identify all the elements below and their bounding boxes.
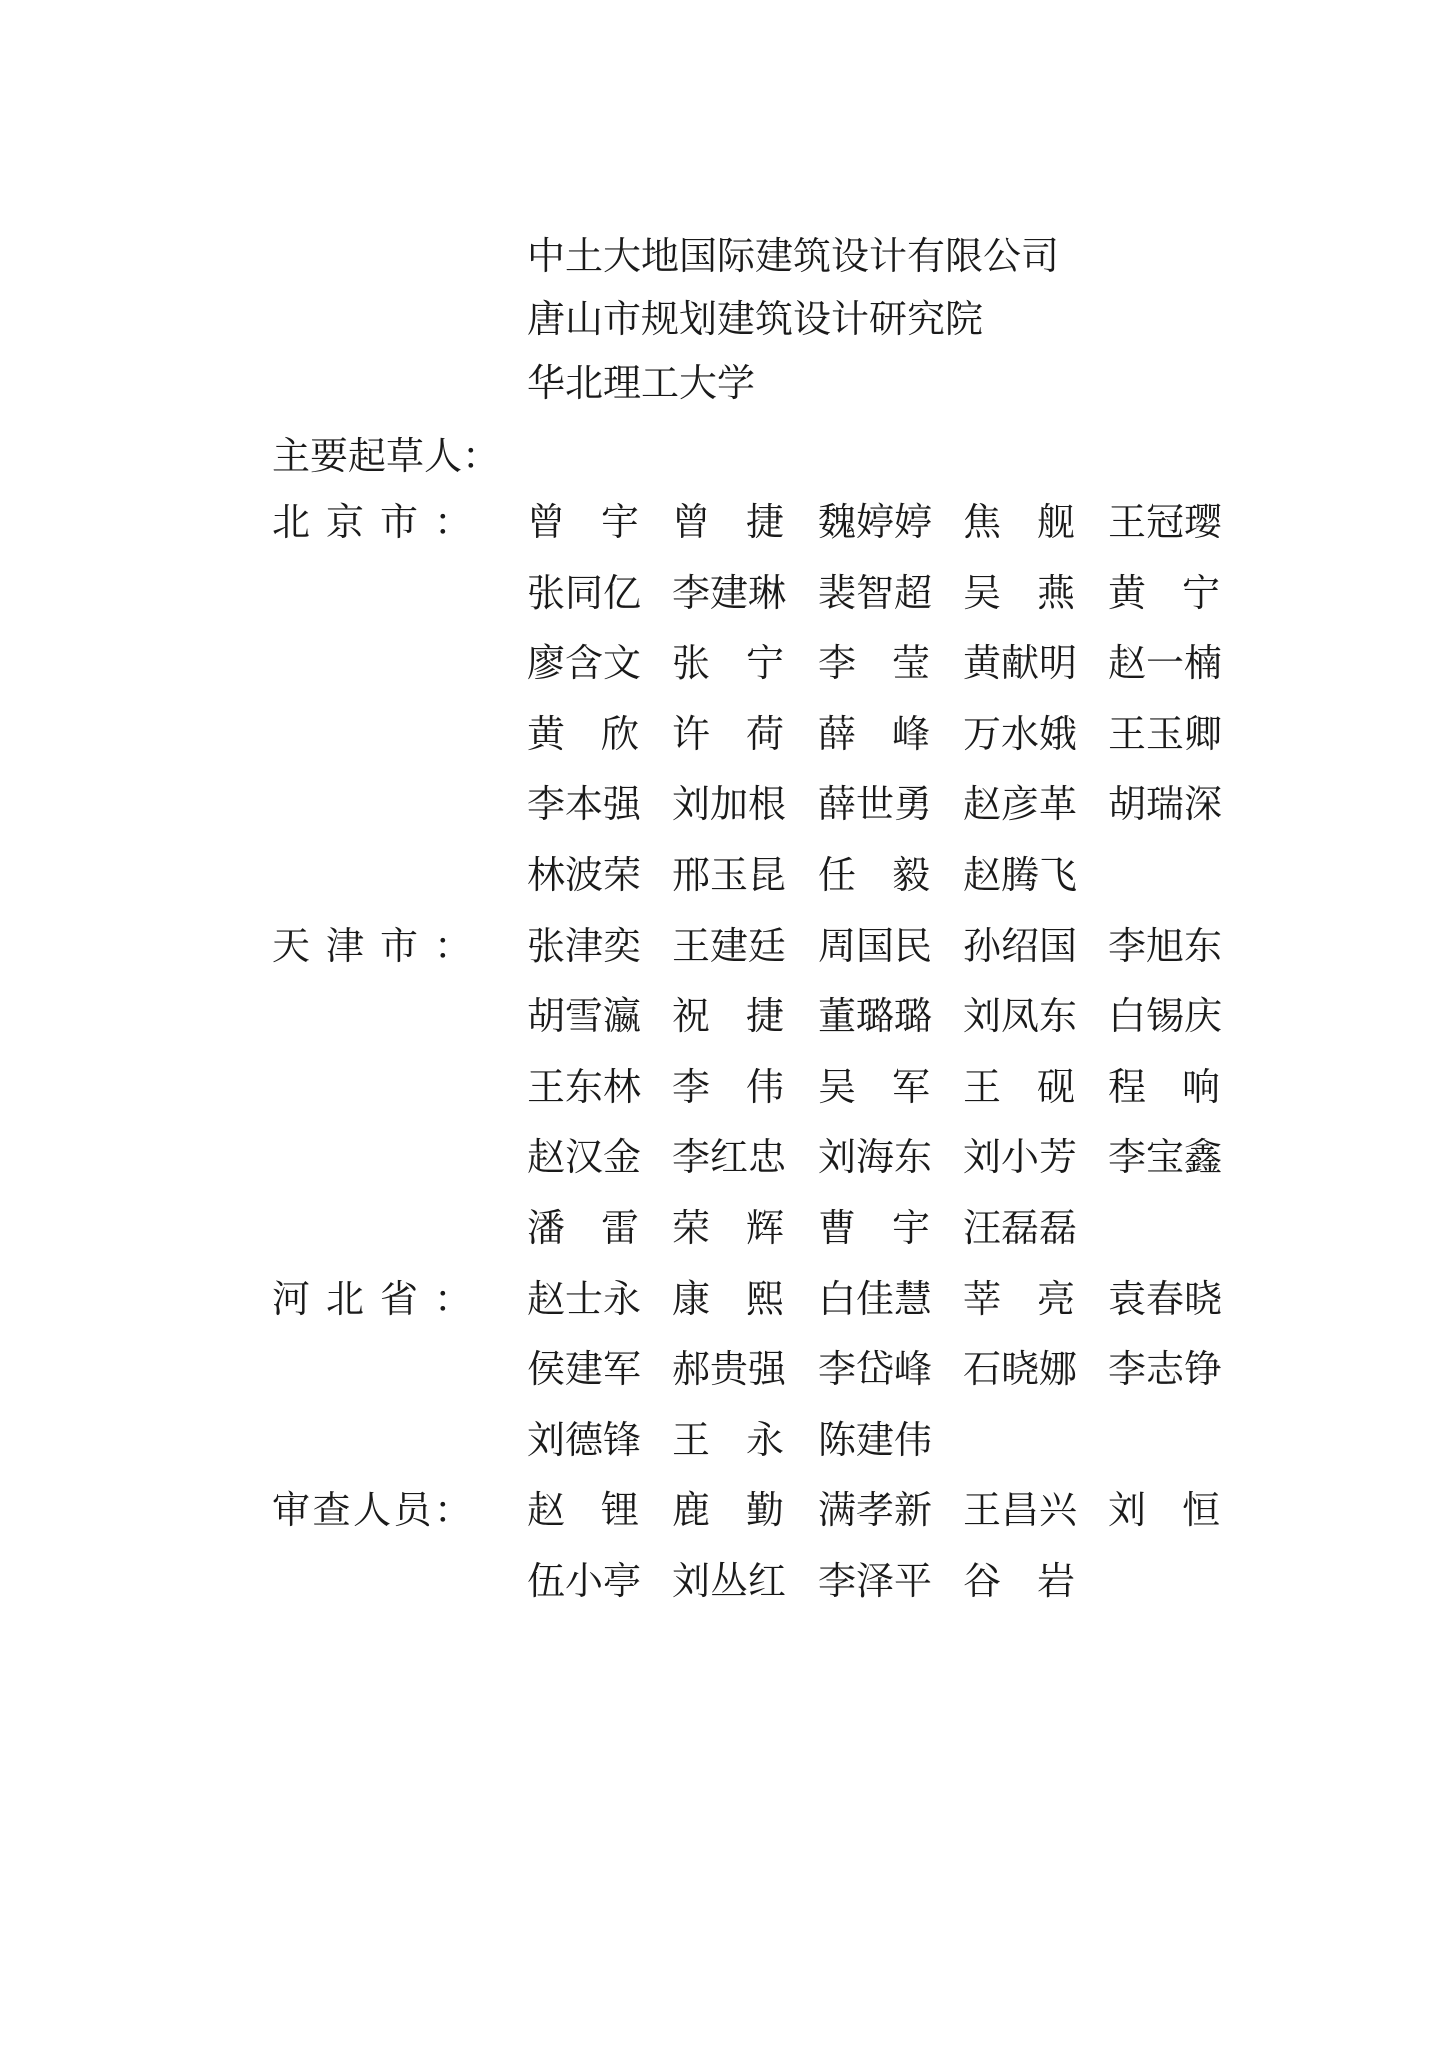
- group-label: 河 北 省 ：: [272, 1277, 472, 1321]
- person-name: 孙 绍 国: [963, 924, 1078, 968]
- person-name: 刘 加 根: [672, 782, 787, 826]
- person-name: 潘 雷: [527, 1206, 639, 1250]
- group-label: 天 津 市 ：: [272, 924, 472, 968]
- person-name: 黄 宁: [1108, 571, 1220, 615]
- person-name: 赵 彦 革: [963, 782, 1078, 826]
- person-name: 陈 建 伟: [818, 1418, 933, 1462]
- person-name: 曾 捷: [672, 500, 784, 544]
- person-name: 袁 春 晓: [1108, 1277, 1223, 1321]
- person-name: 胡 雪 瀛: [527, 994, 642, 1038]
- person-name: 张 宁: [672, 641, 784, 685]
- person-name: 刘 凤 东: [963, 994, 1078, 1038]
- person-name: 薛 世 勇: [818, 782, 933, 826]
- person-name: 汪 磊 磊: [963, 1206, 1078, 1250]
- person-name: 李 莹: [818, 641, 930, 685]
- person-name: 王 东 林: [527, 1065, 642, 1109]
- person-name: 赵 一 楠: [1108, 641, 1223, 685]
- institution-line: 唐山市规划建筑设计研究院: [527, 297, 984, 341]
- person-name: 张 津 奕: [527, 924, 642, 968]
- person-name: 刘 德 锋: [527, 1418, 642, 1462]
- person-name: 李 红 忠: [672, 1135, 787, 1179]
- person-name: 任 毅: [818, 853, 930, 897]
- person-name: 裴 智 超: [818, 571, 933, 615]
- person-name: 赵 汉 金: [527, 1135, 642, 1179]
- person-name: 王 冠 璎: [1108, 500, 1223, 544]
- person-name: 王 建 廷: [672, 924, 787, 968]
- person-name: 张 同 亿: [527, 571, 642, 615]
- drafters-heading: 主要起草人：: [272, 434, 501, 478]
- person-name: 李 伟: [672, 1065, 784, 1109]
- person-name: 侯 建 军: [527, 1347, 642, 1391]
- person-name: 廖 含 文: [527, 641, 642, 685]
- person-name: 莘 亮: [963, 1277, 1075, 1321]
- person-name: 刘 丛 红: [672, 1559, 787, 1603]
- person-name: 满 孝 新: [818, 1488, 933, 1532]
- institution-line: 中土大地国际建筑设计有限公司: [527, 234, 1060, 278]
- person-name: 黄 献 明: [963, 641, 1078, 685]
- person-name: 吴 军: [818, 1065, 930, 1109]
- person-name: 董 璐 璐: [818, 994, 933, 1038]
- person-name: 郝 贵 强: [672, 1347, 787, 1391]
- person-name: 林 波 荣: [527, 853, 642, 897]
- person-name: 邢 玉 昆: [672, 853, 787, 897]
- person-name: 石 晓 娜: [963, 1347, 1078, 1391]
- group-label: 北 京 市 ：: [272, 500, 472, 544]
- person-name: 周 国 民: [818, 924, 933, 968]
- person-name: 李 岱 峰: [818, 1347, 933, 1391]
- person-name: 伍 小 亭: [527, 1559, 642, 1603]
- person-name: 谷 岩: [963, 1559, 1075, 1603]
- person-name: 胡 瑞 深: [1108, 782, 1223, 826]
- person-name: 王 永: [672, 1418, 784, 1462]
- person-name: 白 佳 慧: [818, 1277, 933, 1321]
- person-name: 王 砚: [963, 1065, 1075, 1109]
- person-name: 刘 小 芳: [963, 1135, 1078, 1179]
- person-name: 白 锡 庆: [1108, 994, 1223, 1038]
- person-name: 许 荷: [672, 712, 784, 756]
- person-name: 黄 欣: [527, 712, 639, 756]
- group-label: 审 查 人 员 ：: [272, 1488, 472, 1532]
- person-name: 薛 峰: [818, 712, 930, 756]
- person-name: 李 旭 东: [1108, 924, 1223, 968]
- person-name: 吴 燕: [963, 571, 1075, 615]
- person-name: 曾 宇: [527, 500, 639, 544]
- person-name: 王 昌 兴: [963, 1488, 1078, 1532]
- person-name: 李 泽 平: [818, 1559, 933, 1603]
- person-name: 康 熙: [672, 1277, 784, 1321]
- institution-line: 华北理工大学: [527, 361, 756, 405]
- person-name: 李 建 琳: [672, 571, 787, 615]
- person-name: 焦 舰: [963, 500, 1075, 544]
- person-name: 祝 捷: [672, 994, 784, 1038]
- person-name: 荣 辉: [672, 1206, 784, 1250]
- person-name: 王 玉 卿: [1108, 712, 1223, 756]
- person-name: 李 本 强: [527, 782, 642, 826]
- person-name: 李 志 铮: [1108, 1347, 1223, 1391]
- person-name: 李 宝 鑫: [1108, 1135, 1223, 1179]
- person-name: 刘 海 东: [818, 1135, 933, 1179]
- person-name: 万 水 娥: [963, 712, 1078, 756]
- person-name: 曹 宇: [818, 1206, 930, 1250]
- person-name: 刘 恒: [1108, 1488, 1220, 1532]
- person-name: 鹿 勤: [672, 1488, 784, 1532]
- person-name: 魏 婷 婷: [818, 500, 933, 544]
- person-name: 赵 腾 飞: [963, 853, 1078, 897]
- person-name: 赵 士 永: [527, 1277, 642, 1321]
- person-name: 赵 锂: [527, 1488, 639, 1532]
- person-name: 程 响: [1108, 1065, 1220, 1109]
